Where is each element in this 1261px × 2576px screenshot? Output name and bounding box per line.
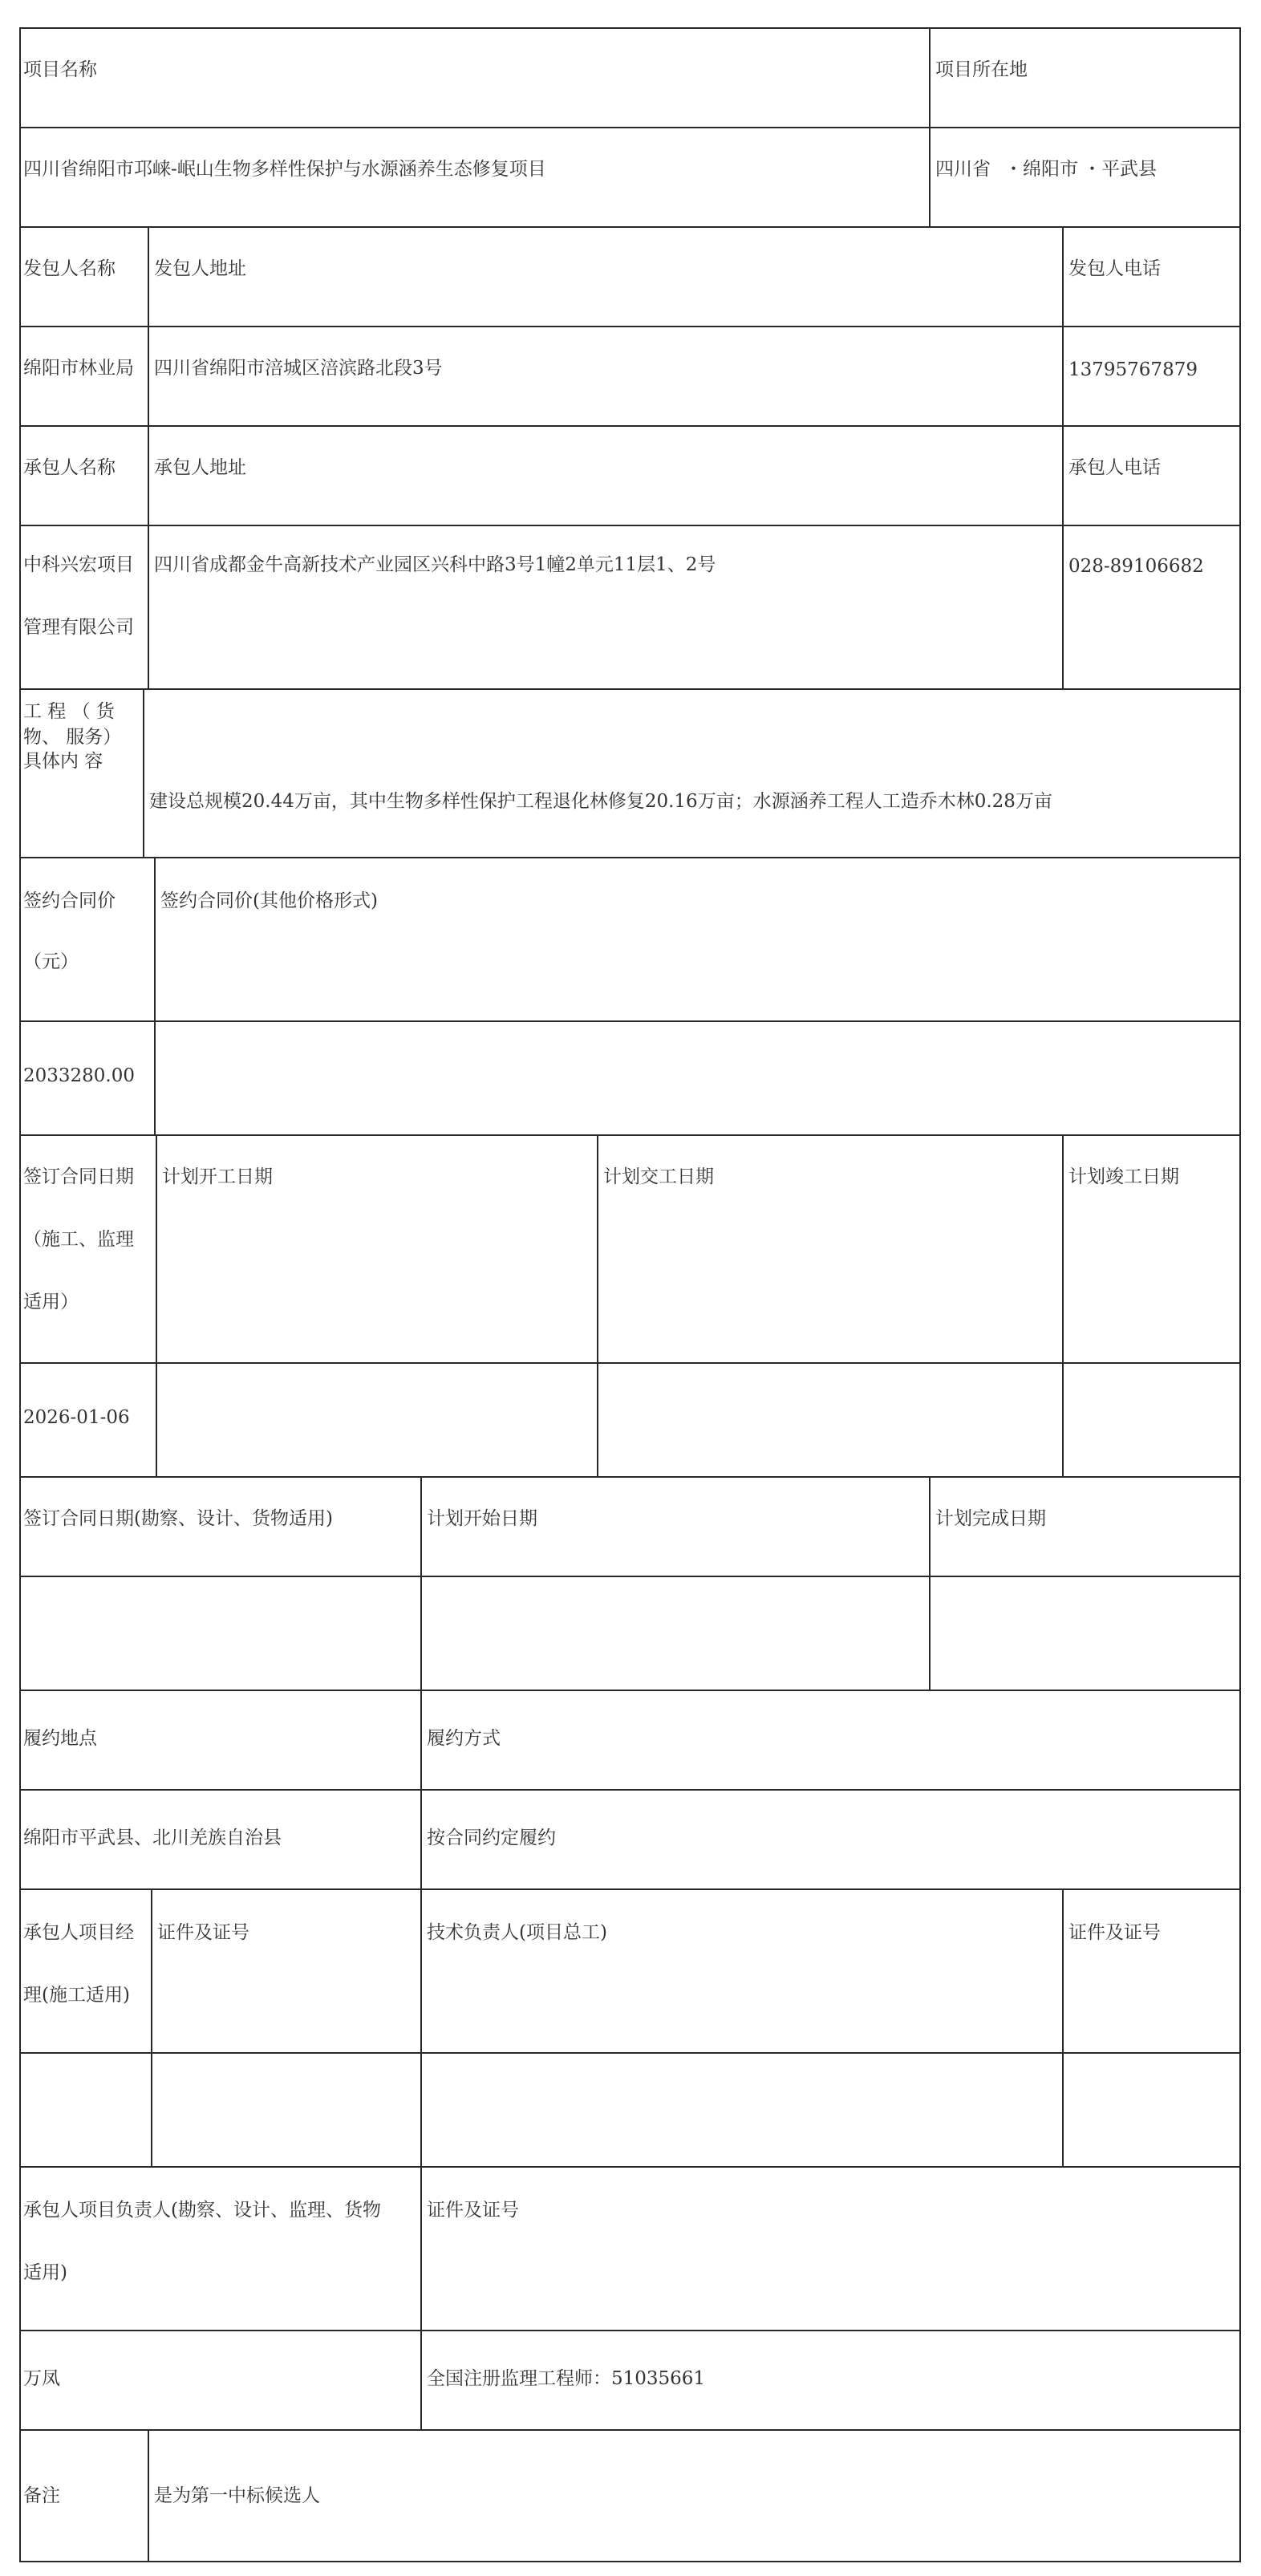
dates-construction-label-line1: 签订合同日期 [23, 1166, 134, 1187]
contractor-address-value: 四川省成都金牛高新技术产业园区兴科中路3号1幢2单元11层1、2号 [154, 554, 716, 575]
dates-construction-label-line2: （施工、监理 [23, 1229, 134, 1250]
row-line [19, 2429, 1241, 2431]
project-location-province: 四川省 [935, 159, 991, 180]
contractor-address-label: 承包人地址 [154, 457, 246, 478]
col-line [420, 2166, 422, 2429]
remarks-value: 是为第一中标候选人 [154, 2485, 320, 2506]
col-line [1062, 1134, 1064, 1476]
dates-construction-label-line3: 适用） [23, 1292, 79, 1312]
row-line [19, 525, 1241, 526]
row-line [19, 688, 1241, 690]
project-name-value: 四川省绵阳市邛崃-岷山生物多样性保护与水源涵养生态修复项目 [23, 159, 546, 180]
issuer-name-value: 绵阳市林业局 [23, 358, 134, 379]
col-line [151, 1888, 152, 2166]
lead-cert-value: 全国注册监理工程师：51035661 [427, 2368, 706, 2389]
row-line [19, 2166, 1241, 2168]
row-line [19, 27, 1241, 29]
col-line [148, 226, 149, 688]
dates-construction-value: 2026-01-06 [23, 1407, 130, 1428]
row-line [19, 226, 1241, 228]
issuer-address-label: 发包人地址 [154, 258, 246, 279]
contractor-phone-label: 承包人电话 [1068, 457, 1161, 478]
manager-cert-label: 证件及证号 [157, 1922, 249, 1943]
scope-label-line3: 具体内 容 [23, 751, 103, 772]
project-location-city: ・绵阳市 [1004, 159, 1078, 180]
price-other-label: 签约合同价(其他价格形式) [160, 890, 378, 911]
row-line [19, 2052, 1241, 2054]
col-line [929, 27, 931, 226]
scope-label-line1: 工 程 （ 货 [23, 701, 115, 722]
price-label-line2: （元） [23, 951, 79, 972]
row-line [19, 1888, 1241, 1890]
manager-label-line1: 承包人项目经 [23, 1922, 134, 1943]
scope-value: 建设总规模20.44万亩，其中生物多样性保护工程退化林修复20.16万亩；水源涵养工程人工造乔木林0.28万亩 [149, 791, 1052, 812]
project-location-label: 项目所在地 [935, 59, 1028, 80]
row-line [19, 857, 1241, 858]
issuer-address-value: 四川省绵阳市涪城区涪滨路北段3号 [154, 358, 443, 379]
contractor-name-value-line2: 管理有限公司 [23, 617, 134, 638]
contractor-name-value-line1: 中科兴宏项目 [23, 554, 134, 575]
col-line [1062, 1888, 1064, 2166]
row-line [19, 425, 1241, 427]
col-line [154, 857, 156, 1134]
col-line [148, 2429, 149, 2562]
col-line [1062, 226, 1064, 688]
col-line [156, 1134, 157, 1476]
row-line [19, 1690, 1241, 1691]
dates-design-label: 签订合同日期(勘察、设计、货物适用) [23, 1508, 333, 1529]
performance-place-value: 绵阳市平武县、北川羌族自治县 [23, 1828, 282, 1848]
contractor-name-label: 承包人名称 [23, 457, 116, 478]
row-line [19, 1789, 1241, 1791]
row-line [19, 326, 1241, 327]
project-location-county: ・平武县 [1083, 159, 1157, 180]
lead-cert-label: 证件及证号 [427, 2200, 519, 2221]
manager-label-line2: 理(施工适用) [23, 1985, 130, 2006]
table-border-left [19, 27, 21, 2562]
col-line [143, 688, 144, 857]
remarks-label: 备注 [23, 2485, 60, 2506]
tech-lead-label: 技术负责人(项目总工) [427, 1922, 607, 1943]
lead-label-line1: 承包人项目负责人(勘察、设计、监理、货物 [23, 2200, 381, 2221]
contract-info-table [19, 27, 1241, 2562]
tech-lead-cert-label: 证件及证号 [1068, 1922, 1161, 1943]
col-line [420, 1888, 422, 2166]
contractor-phone-value: 028-89106682 [1068, 556, 1204, 577]
issuer-phone-label: 发包人电话 [1068, 258, 1161, 279]
planned-handover-label: 计划交工日期 [603, 1166, 714, 1187]
planned-finish-label: 计划完成日期 [935, 1508, 1046, 1529]
col-line [420, 1476, 422, 1690]
project-name-label: 项目名称 [23, 59, 97, 80]
planned-start-label: 计划开工日期 [162, 1166, 273, 1187]
col-line [597, 1134, 598, 1476]
col-line [420, 1690, 422, 1888]
row-line [19, 127, 1241, 128]
lead-name-value: 万凤 [23, 2368, 60, 2389]
issuer-phone-value: 13795767879 [1068, 359, 1198, 380]
table-border-right [1239, 27, 1241, 2562]
issuer-name-label: 发包人名称 [23, 258, 116, 279]
scope-label-line2: 物、 服务） [23, 727, 122, 748]
row-line [19, 1576, 1241, 1577]
planned-begin-label: 计划开始日期 [427, 1508, 537, 1529]
row-line [19, 1362, 1241, 1364]
planned-completion-label: 计划竣工日期 [1068, 1166, 1179, 1187]
row-line [19, 2330, 1241, 2331]
price-value: 2033280.00 [23, 1065, 136, 1086]
price-label-line1: 签约合同价 [23, 890, 116, 911]
performance-method-label: 履约方式 [427, 1728, 501, 1749]
row-line [19, 1476, 1241, 1478]
performance-method-value: 按合同约定履约 [427, 1828, 556, 1848]
row-line [19, 1134, 1241, 1136]
row-line [19, 1020, 1241, 1022]
row-line [19, 2561, 1241, 2562]
col-line [929, 1476, 931, 1690]
lead-label-line2: 适用) [23, 2262, 67, 2283]
performance-place-label: 履约地点 [23, 1728, 97, 1749]
